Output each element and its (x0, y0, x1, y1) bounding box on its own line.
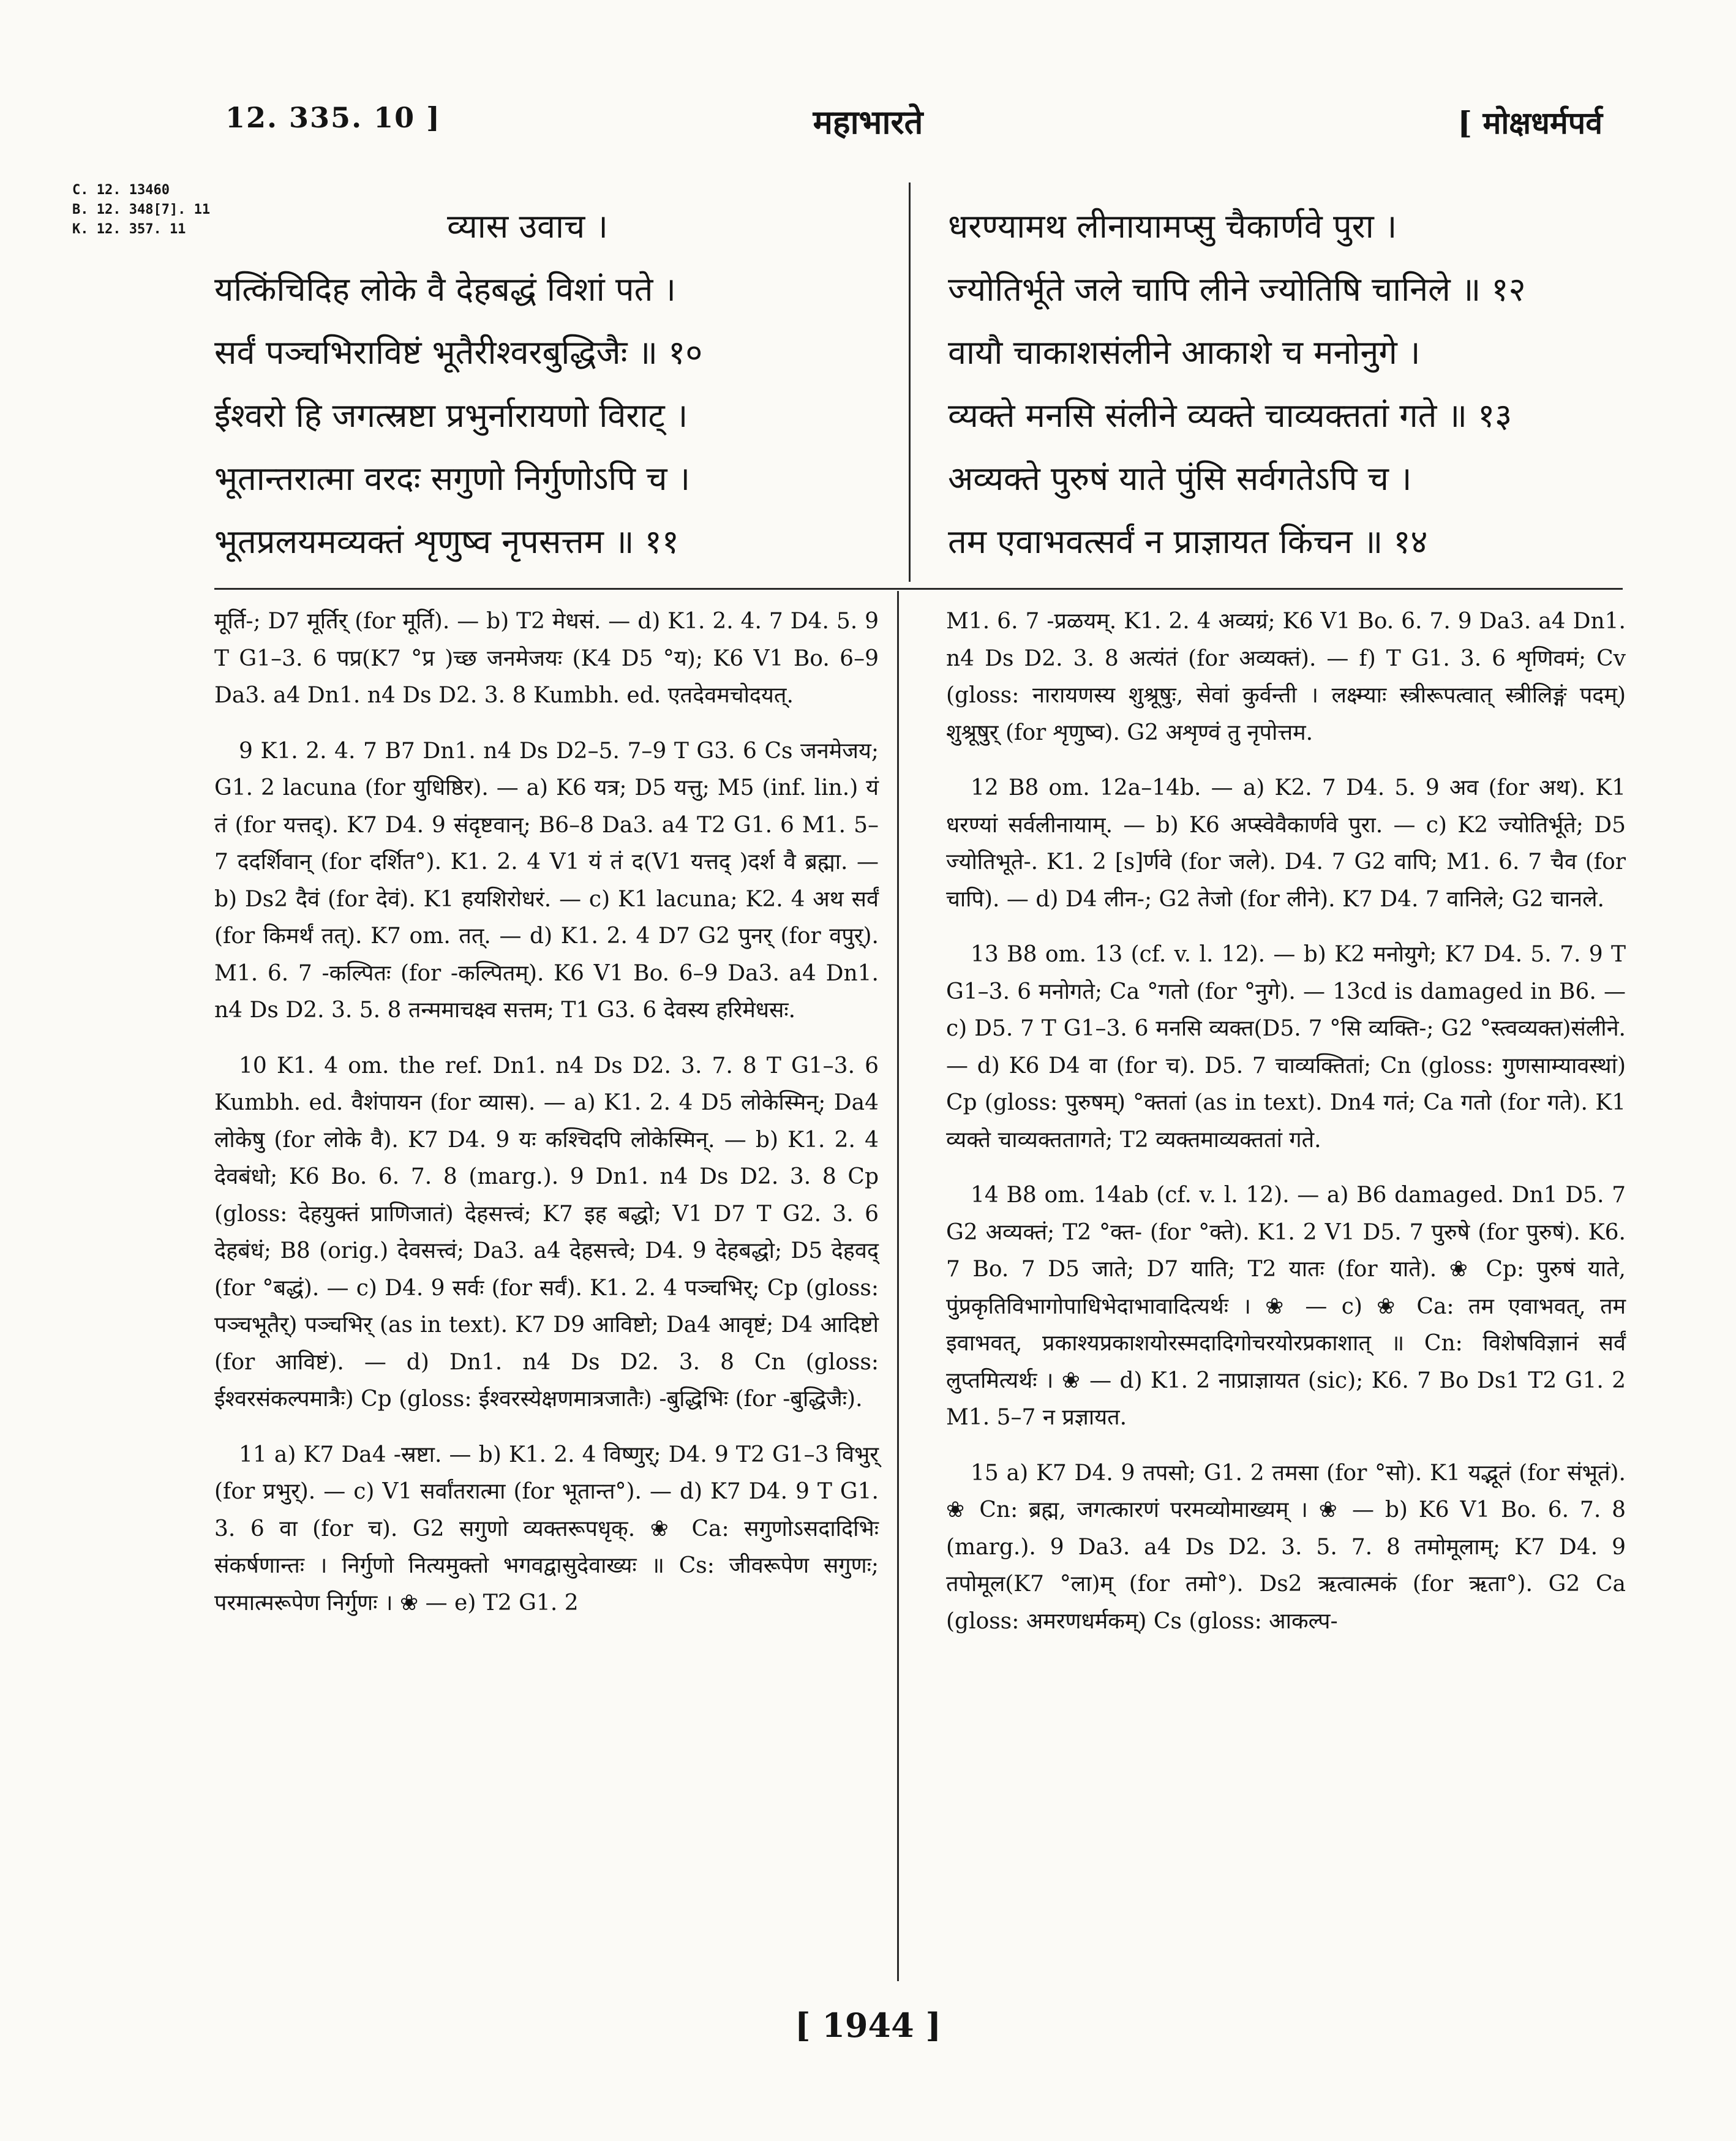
apparatus-note: M1. 6. 7 -प्रळयम्. K1. 2. 4 अव्यग्रं; K6 V1 Bo. 6. 7. 9 Da3. a4 Dn1. n4 Ds D2. 3. 8 अत्यंतं (for अव्यक्तं). — f) T G1. 3. 6 शृणिवमं; Cv (gloss: नारायणस्य शुश्रूषुः, सेवां कुर्वन्ती । लक्ष्म्याः स्त्रीरूपत्वात् स्त्रीलिङ्गं पदम्) शुश्रूषुर् (for शृणुष्व). G2 अशृण्वं तु नृपोत्तम. (946, 609, 1626, 745)
critical-apparatus-left (214, 603, 879, 1640)
parvan-title: [ मोक्षधर्मपर्व (1457, 105, 1603, 141)
verse-line: सर्वं पञ्चभिराविष्टं भूतैरीश्वरबुद्धिजैः ॥ १० (214, 333, 703, 372)
verse-line: भूतान्तरात्मा वरदः सगुणो निर्गुणोऽपि च । (214, 459, 691, 498)
book-title: महाभारते (813, 102, 923, 141)
apparatus-note: 11 a) K7 Da4 -स्रष्टा. — b) K1. 2. 4 विष्णुर्; D4. 9 T2 G1–3 विभुर् (for प्रभुर्). — c) V1 सर्वांतरात्मा (for भूतान्त°). — d) K7 D4. 9 T G1. 3. 6 वा (for च). G2 सगुणो व्यक्तरूपधृक्. ❀ Ca: सगुणोऽसदादिभिः संकर्षणान्तः । निर्गुणो नित्यमुक्तो भगवद्वासुदेवाख्यः ॥ Cs: जीवरूपेण सगुणः; परमात्मरूपेण निर्गुणः । ❀ — e) T2 G1. 2 (214, 1442, 879, 1616)
apparatus-note: मूर्ति-; D7 मूर्तिर् (for मूर्ति). — b) T2 मेधसं. — d) K1. 2. 4. 7 D4. 5. 9 T G1–3. 6 पप्र(K7 °प्र )च्छ जनमेजयः (K4 D5 °य); K6 V1 Bo. 6–9 Da3. a4 Dn1. n4 Ds D2. 3. 8 Kumbh. ed. एतदेवमचोदयत्. (214, 609, 879, 708)
verse-line: अव्यक्ते पुरुषं याते पुंसि सर्वगतेऽपि च । (948, 459, 1412, 498)
running-ref: 12. 335. 10 ] (225, 101, 441, 134)
verse-line: ज्योतिर्भूते जले चापि लीने ज्योतिषि चानिले ॥ १२ (948, 270, 1526, 309)
apparatus-note: 12 B8 om. 12a–14b. — a) K2. 7 D4. 5. 9 अव (for अथ). K1 धरण्यां सर्वलीनायाम्. — b) K6 अप्स्वेवैकार्णवे पुरा. — c) K2 ज्योतिर्भूते; D5 ज्योतिभूते-. K1. 2 [s]र्णवे (for जले). D4. 7 G2 वापि; M1. 6. 7 चैव (for चापि). — d) D4 लीन-; G2 तेजो (for लीने). K7 D4. 7 वानिले; G2 चानले. (946, 775, 1626, 912)
page-number: [ 1944 ] (795, 2006, 941, 2045)
verses-left (214, 195, 702, 573)
verse-line: धरण्यामथ लीनायामप्सु चैकार्णवे पुरा । (948, 207, 1397, 246)
verse-line: ईश्वरो हि जगत्स्रष्टा प्रभुर्नारायणो विराट् । (214, 396, 688, 435)
apparatus-note: 14 B8 om. 14ab (cf. v. l. 12). — a) B6 damaged. Dn1 D5. 7 G2 अव्यक्तं; T2 °क्त- (for °क्ते). K1. 2 V1 D5. 7 पुरुषे (for पुरुषं). K6. 7 Bo. 7 D5 जाते; D7 याति; T2 यातः (for याते). ❀ Cp: पुरुषं याते, पुंप्रकृतिविभागोपाधिभेदाभावादित्यर्थः । ❀ — c) ❀ Ca: तम एवाभवत्, तम इवाभवत्, प्रकाश्यप्रकाशयोरस्मदादिगोचरयोरप्रकाशात् ॥ Cn: विशेषविज्ञानं सर्वं लुप्तमित्यर्थः । ❀ — d) K1. 2 नाप्राज्ञायत (sic); K6. 7 Bo Ds1 T2 G1. 2 M1. 5–7 न प्रज्ञायत. (946, 1183, 1626, 1430)
concordance-c: C. 12. 13460 (72, 182, 170, 198)
concordance (72, 181, 210, 239)
apparatus-column-divider (897, 591, 899, 1981)
apparatus-note: 10 K1. 4 om. the ref. Dn1. n4 Ds D2. 3. 7. 8 T G1–3. 6 Kumbh. ed. वैशंपायन (for व्यास). — a) K1. 2. 4 D5 लोकेस्मिन्; Da4 लोकेषु (for लोके वै). K7 D4. 9 यः कश्चिदपि लोकेस्मिन्. — b) K1. 2. 4 देवबंधो; K6 Bo. 6. 7. 8 (marg.). 9 Dn1. n4 Ds D2. 3. 8 Cp (gloss: देहयुक्तं प्राणिजातं) देहसत्त्वं; K7 इह बद्धो; V1 D7 T G2. 3. 6 देहबंधं; B8 (orig.) देवसत्त्वं; Da3. a4 देहसत्त्वे; D4. 9 देहबद्धो; D5 देहवद् (for °बद्धं). — c) D4. 9 सर्वः (for सर्वं). K1. 2. 4 पञ्चभिर्; Cp (gloss: पञ्चभूतैर्) पञ्चभिर् (as in text). K7 D9 आविष्टो; Da4 आवृष्टं; D4 आदिष्टो (for आविष्टं). — d) Dn1. n4 Ds D2. 3. 8 Cn (gloss: ईश्वरसंकल्पमात्रैः) Cp (gloss: ईश्वरस्येक्षणमात्रजातैः) -बुद्धिभिः (for -बुद्धिजैः). (214, 1053, 879, 1412)
critical-apparatus-right (946, 603, 1626, 1658)
verse-line: यत्किंचिदिह लोके वै देहबद्धं विशां पते । (214, 270, 677, 309)
verse-line: वायौ चाकाशसंलीने आकाशे च मनोनुगे । (948, 333, 1421, 372)
verse-line: भूतप्रलयमव्यक्तं शृणुष्व नृपसत्तम ॥ ११ (214, 522, 679, 561)
verses-right (948, 195, 1526, 573)
verse-column-divider (909, 182, 911, 582)
apparatus-note: 15 a) K7 D4. 9 तपसो; G1. 2 तमसा (for °सो). K1 यद्भूतं (for संभूतं). ❀ Cn: ब्रह्म, जगत्कारणं परमव्योमाख्यम् । ❀ — b) K6 V1 Bo. 6. 7. 8 (marg.). 9 Da3. a4 Ds D2. 3. 5. 7. 8 तमोमूलाम्; K7 D4. 9 तपोमूल(K7 °ला)म् (for तमो°). Ds2 ऋत्वात्मकं (for ऋता°). G2 Ca (gloss: अमरणधर्मकम्) Cs (gloss: आकल्प- (946, 1460, 1626, 1634)
concordance-b: B. 12. 348[7]. 11 (72, 202, 211, 217)
apparatus-note: 13 B8 om. 13 (cf. v. l. 12). — b) K2 मनोयुगे; K7 D4. 5. 7. 9 T G1–3. 6 मनोगते; Ca °गतो (for °नुगे). — 13cd is damaged in B6. — c) D5. 7 T G1–3. 6 मनसि व्यक्त(D5. 7 °सि व्यक्ति-; G2 °स्त्वव्यक्त)संलीने. — d) K6 D4 वा (for च). D5. 7 चाव्यक्तितां; Cn (gloss: गुणसाम्यावस्थां) Cp (gloss: पुरुषम्) °क्ततां (as in text). Dn4 गतं; Ca गतो (for गते). K1 व्यक्ते चाव्यक्ततागते; T2 व्यक्तमाव्यक्ततां गते. (946, 942, 1626, 1153)
speaker-line: व्यास उवाच । (447, 207, 608, 246)
concordance-k: K. 12. 357. 11 (72, 222, 186, 237)
apparatus-note: 9 K1. 2. 4. 7 B7 Dn1. n4 Ds D2–5. 7–9 T G3. 6 Cs जनमेजय; G1. 2 lacuna (for युधिष्ठिर). — a) K6 यत्र; D5 यत्तु; M5 (inf. lin.) यं तं (for यत्तद्). K7 D4. 9 संदृष्टवान्; B6–8 Da3. a4 T2 G1. 6 M1. 5–7 ददर्शिवान् (for दर्शित°). K1. 2. 4 V1 यं तं द(V1 यत्तद् )दर्श वै ब्रह्मा. — b) Ds2 दैवं (for देवं). K1 हयशिरोधरं. — c) K1 lacuna; K2. 4 अथ सर्वं (for किमर्थं तत्). K7 om. तत्. — d) K1. 2. 4 D7 G2 पुनर् (for वपुर्). M1. 6. 7 -कल्पितः (for -कल्पितम्). K6 V1 Bo. 6–9 Da3. a4 Dn1. n4 Ds D2. 3. 5. 8 तन्ममाचक्ष्व सत्तम; T1 G3. 6 देवस्य हरिमेधसः. (214, 738, 879, 1023)
verse-line: व्यक्ते मनसि संलीने व्यक्ते चाव्यक्ततां गते ॥ १३ (948, 396, 1512, 435)
apparatus-rule (214, 588, 1623, 590)
verse-line: तम एवाभवत्सर्वं न प्राज्ञायत किंचन ॥ १४ (948, 522, 1428, 561)
